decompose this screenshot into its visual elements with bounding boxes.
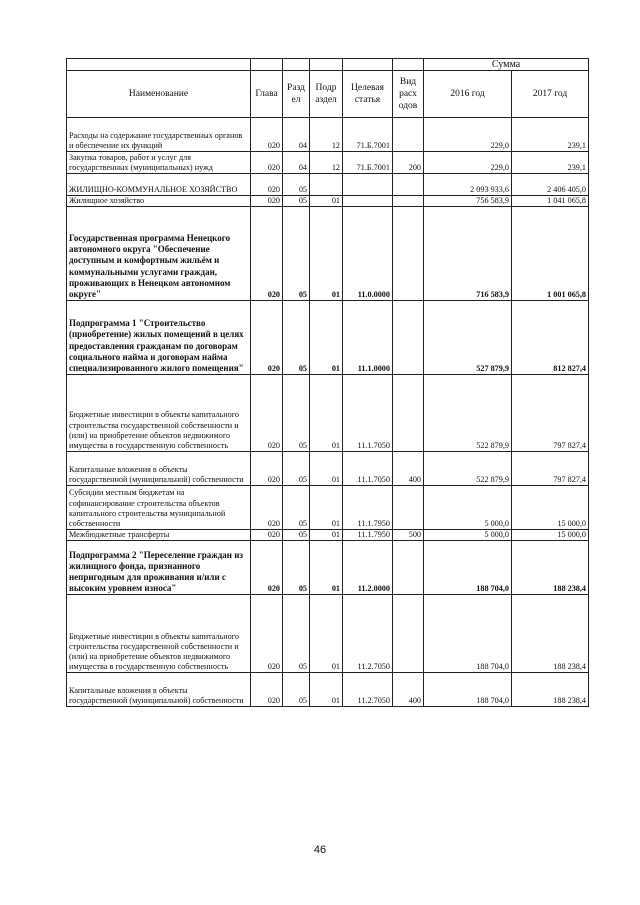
cell-y2016: 5 000,0	[424, 530, 512, 541]
cell-name: Закупка товаров, работ и услуг для государственных (муниципальных) нужд	[67, 152, 251, 174]
cell-glava: 020	[251, 452, 283, 486]
cell-podrazdel: 01	[310, 207, 343, 301]
table-row	[67, 301, 589, 375]
cell-y2017: 797 827,4	[512, 452, 589, 486]
cell-glava: 020	[251, 196, 283, 207]
cell-razdel: 05	[283, 196, 310, 207]
cell-glava: 020	[251, 486, 283, 530]
cell-name: Межбюджетные трансферты	[67, 530, 251, 541]
cell-name: Капитальные вложения в объекты государственной (муниципальной) собственности	[67, 673, 251, 707]
cell-vid	[393, 595, 424, 673]
header-glava: Глава	[251, 71, 283, 118]
cell-name: Расходы на содержание государственных органов и обеспечение их функций	[67, 118, 251, 152]
table-row	[67, 375, 589, 452]
header-blank-cell	[343, 59, 393, 71]
header-sum-group: Сумма	[424, 59, 589, 71]
cell-target: 11.2.0000	[343, 541, 393, 595]
cell-podrazdel: 01	[310, 673, 343, 707]
cell-glava: 020	[251, 530, 283, 541]
cell-glava: 020	[251, 375, 283, 452]
cell-y2017: 797 827,4	[512, 375, 589, 452]
cell-y2016: 2 093 933,6	[424, 174, 512, 196]
cell-y2017: 188 238,4	[512, 673, 589, 707]
budget-table	[66, 58, 589, 707]
cell-vid: 500	[393, 530, 424, 541]
cell-y2016: 188 704,0	[424, 541, 512, 595]
cell-y2016: 5 000,0	[424, 486, 512, 530]
cell-podrazdel: 01	[310, 452, 343, 486]
cell-target: 11.1.0000	[343, 301, 393, 375]
cell-target	[343, 196, 393, 207]
cell-y2016: 522 879,9	[424, 452, 512, 486]
cell-target: 71.Б.7001	[343, 118, 393, 152]
cell-vid	[393, 196, 424, 207]
cell-glava: 020	[251, 118, 283, 152]
cell-glava: 020	[251, 541, 283, 595]
cell-vid	[393, 486, 424, 530]
cell-y2017: 15 000,0	[512, 530, 589, 541]
cell-podrazdel: 01	[310, 375, 343, 452]
cell-podrazdel: 01	[310, 301, 343, 375]
table-row	[67, 530, 589, 541]
cell-razdel: 05	[283, 541, 310, 595]
cell-razdel: 04	[283, 118, 310, 152]
cell-name: ЖИЛИЩНО-КОММУНАЛЬНОЕ ХОЗЯЙСТВО	[67, 174, 251, 196]
cell-glava: 020	[251, 595, 283, 673]
header-blank-cell	[393, 59, 424, 71]
page-number: 46	[313, 844, 327, 856]
table-row	[67, 196, 589, 207]
cell-name: Жилищное хозяйство	[67, 196, 251, 207]
header-vid: Вид расх одов	[393, 71, 424, 118]
cell-razdel: 05	[283, 530, 310, 541]
cell-razdel: 05	[283, 207, 310, 301]
cell-y2016: 527 879,9	[424, 301, 512, 375]
cell-name: Бюджетные инвестиции в объекты капитального строительства государственной собственности и (или) на приобретение объектов недвижимого имущества в государственную собственность	[67, 595, 251, 673]
cell-vid: 400	[393, 673, 424, 707]
table-row	[67, 541, 589, 595]
header-blank-cell	[310, 59, 343, 71]
header-podrazdel: Подр аздел	[310, 71, 343, 118]
header-name: Наименование	[67, 71, 251, 118]
header-2017: 2017 год	[512, 71, 589, 118]
cell-razdel: 04	[283, 152, 310, 174]
cell-razdel: 05	[283, 375, 310, 452]
header-row	[67, 71, 589, 118]
cell-y2017: 239,1	[512, 152, 589, 174]
cell-razdel: 05	[283, 673, 310, 707]
table-row	[67, 152, 589, 174]
cell-y2017: 239,1	[512, 118, 589, 152]
cell-podrazdel: 12	[310, 152, 343, 174]
table-row	[67, 673, 589, 707]
cell-podrazdel	[310, 174, 343, 196]
cell-glava: 020	[251, 673, 283, 707]
cell-razdel: 05	[283, 301, 310, 375]
cell-podrazdel: 12	[310, 118, 343, 152]
cell-glava: 020	[251, 174, 283, 196]
cell-target: 11.0.0000	[343, 207, 393, 301]
cell-target: 11.2.7050	[343, 673, 393, 707]
cell-vid: 400	[393, 452, 424, 486]
cell-glava: 020	[251, 207, 283, 301]
cell-target: 11.1.7050	[343, 452, 393, 486]
cell-target: 11.1.7050	[343, 375, 393, 452]
cell-vid	[393, 174, 424, 196]
header-razdel: Разд ел	[283, 71, 310, 118]
cell-target	[343, 174, 393, 196]
cell-y2017: 812 827,4	[512, 301, 589, 375]
cell-podrazdel: 01	[310, 530, 343, 541]
cell-y2017: 188 238,4	[512, 541, 589, 595]
cell-vid	[393, 375, 424, 452]
cell-y2016: 229,0	[424, 152, 512, 174]
cell-y2016: 716 583,9	[424, 207, 512, 301]
cell-vid	[393, 301, 424, 375]
cell-razdel: 05	[283, 486, 310, 530]
cell-podrazdel: 01	[310, 595, 343, 673]
table-row	[67, 452, 589, 486]
cell-target: 11.1.7950	[343, 486, 393, 530]
cell-name: Субсидии местным бюджетам на софинансирование строительства объектов капитального строительства муниципальной собственности	[67, 486, 251, 530]
table-row	[67, 174, 589, 196]
cell-y2016: 522 879,9	[424, 375, 512, 452]
cell-podrazdel: 01	[310, 196, 343, 207]
cell-y2017: 2 406 405,0	[512, 174, 589, 196]
cell-podrazdel: 01	[310, 486, 343, 530]
cell-glava: 020	[251, 301, 283, 375]
cell-y2017: 1 041 065,8	[512, 196, 589, 207]
cell-name: Бюджетные инвестиции в объекты капитального строительства государственной собственности и (или) на приобретение объектов недвижимого имущества в государственную собственность	[67, 375, 251, 452]
cell-y2016: 188 704,0	[424, 595, 512, 673]
cell-name: Подпрограмма 1 "Строительство (приобретение) жилых помещений в целях предоставления гражданам по договорам социального найма и договорам найма специализированного жилого помещения"	[67, 301, 251, 375]
cell-target: 11.1.7950	[343, 530, 393, 541]
cell-y2016: 188 704,0	[424, 673, 512, 707]
cell-vid	[393, 207, 424, 301]
cell-razdel: 05	[283, 595, 310, 673]
cell-y2016: 229,0	[424, 118, 512, 152]
table-row	[67, 595, 589, 673]
cell-vid	[393, 541, 424, 595]
cell-y2017: 188 238,4	[512, 595, 589, 673]
cell-y2017: 15 000,0	[512, 486, 589, 530]
cell-podrazdel: 01	[310, 541, 343, 595]
cell-glava: 020	[251, 152, 283, 174]
cell-razdel: 05	[283, 452, 310, 486]
header-blank-cell	[67, 59, 251, 71]
header-top-row	[67, 59, 589, 71]
cell-y2017: 1 001 065,8	[512, 207, 589, 301]
cell-vid	[393, 118, 424, 152]
cell-target: 71.Б.7001	[343, 152, 393, 174]
header-blank-cell	[251, 59, 283, 71]
cell-name: Капитальные вложения в объекты государственной (муниципальной) собственности	[67, 452, 251, 486]
table-row	[67, 118, 589, 152]
header-2016: 2016 год	[424, 71, 512, 118]
table-body	[67, 59, 589, 707]
header-blank-cell	[283, 59, 310, 71]
cell-target: 11.2.7050	[343, 595, 393, 673]
header-target: Целевая статья	[343, 71, 393, 118]
cell-y2016: 756 583,9	[424, 196, 512, 207]
table-row	[67, 207, 589, 301]
cell-name: Подпрограмма 2 "Переселение граждан из жилищного фонда, признанного непригодным для проживания и/или с высоким уровнем износа"	[67, 541, 251, 595]
cell-name: Государственная программа Ненецкого автономного округа "Обеспечение доступным и комфортным жильём и коммунальными услугами граждан, проживающих в Ненецком автономном округе"	[67, 207, 251, 301]
cell-razdel: 05	[283, 174, 310, 196]
cell-vid: 200	[393, 152, 424, 174]
table-row	[67, 486, 589, 530]
